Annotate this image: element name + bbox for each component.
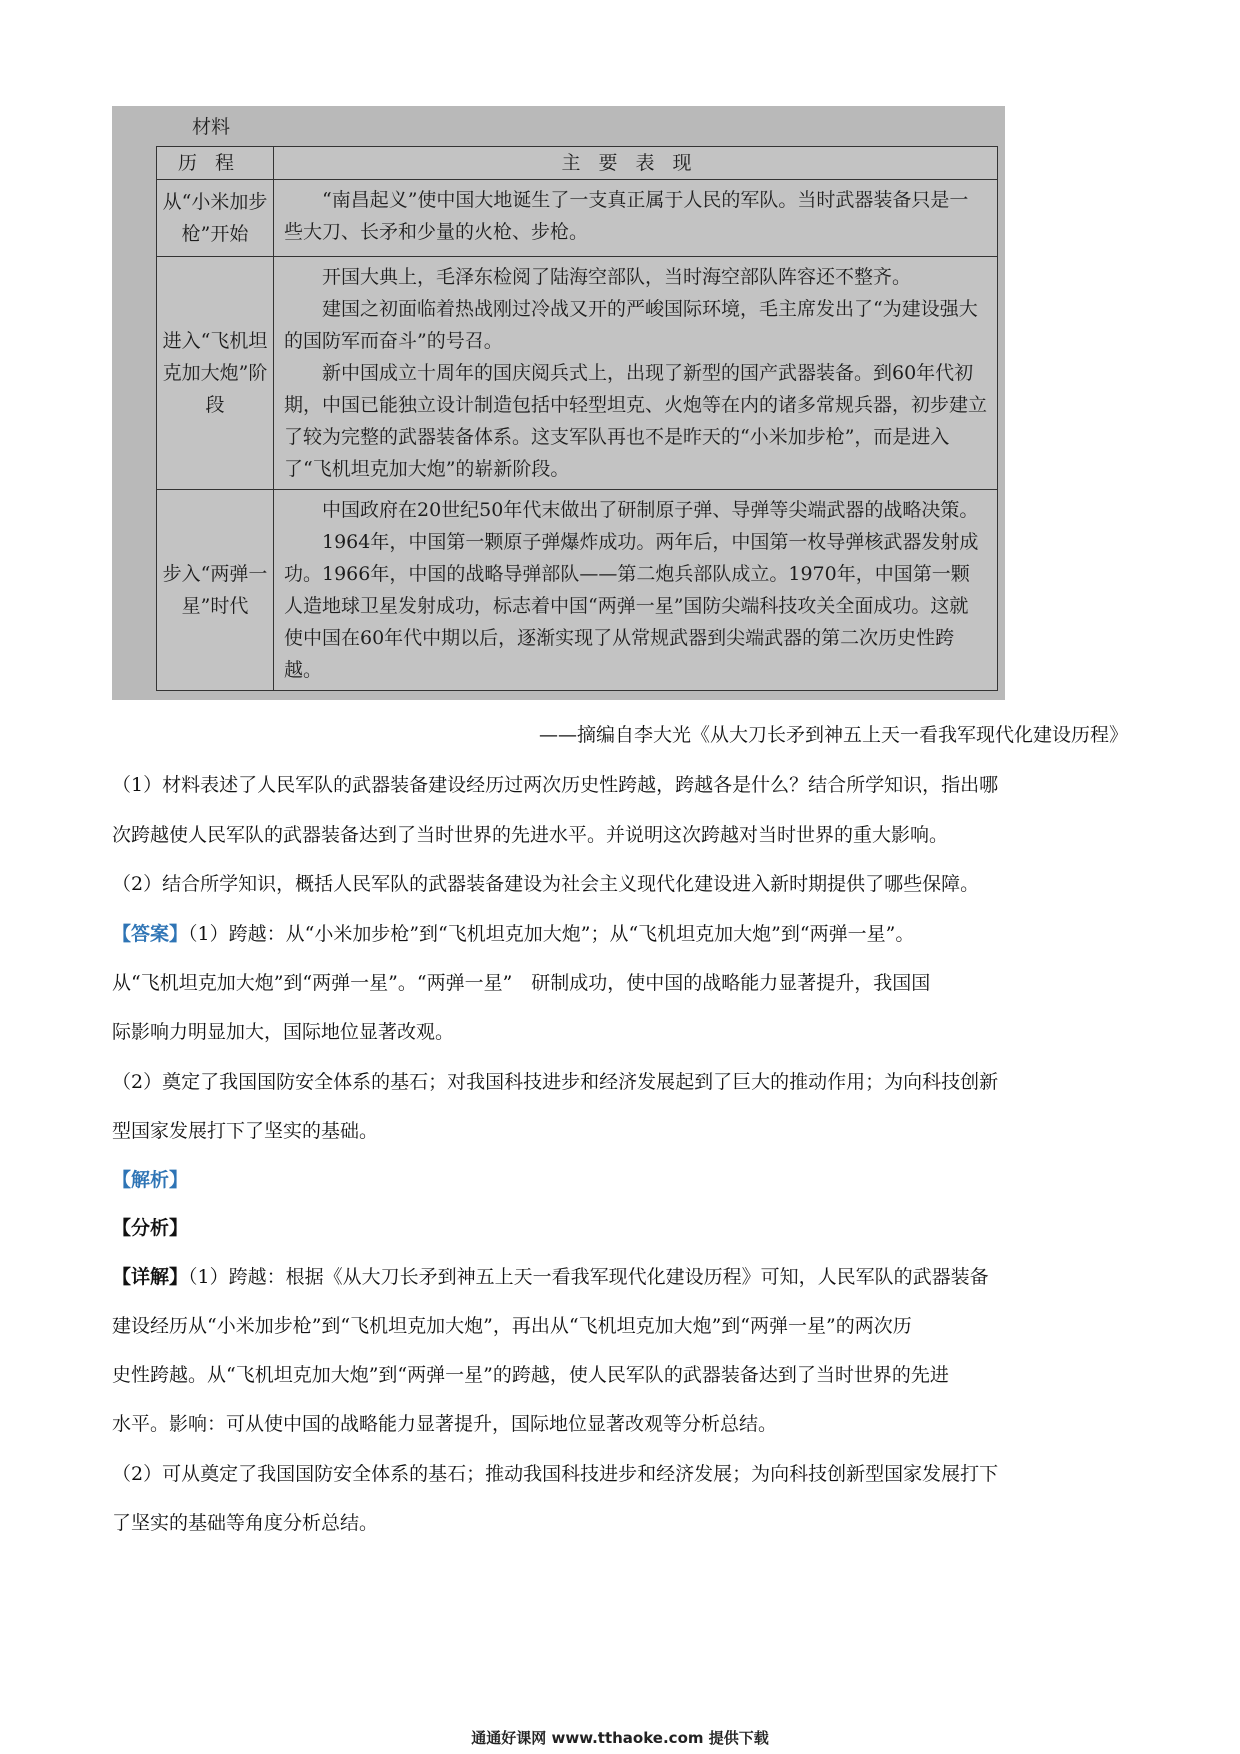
detail-2-line-1: （2）可从奠定了我国国防安全体系的基石；推动我国科技进步和经济发展；为向科技创新型国家发展打下 bbox=[112, 1463, 999, 1485]
detail-2-line-2: 了坚实的基础等角度分析总结。 bbox=[112, 1512, 379, 1534]
stage-cell: 进入“飞机坦克加大炮”阶段 bbox=[157, 257, 274, 490]
answer-2-line-2: 型国家发展打下了坚实的基础。 bbox=[112, 1120, 379, 1142]
detail-1-line-4: 水平。影响：可从使中国的战略能力显著提升，国际地位显著改观等分析总结。 bbox=[112, 1413, 778, 1435]
table-row bbox=[157, 257, 998, 490]
analysis-heading bbox=[112, 1168, 1128, 1192]
answer-2-line-1: （2）奠定了我国国防安全体系的基石；对我国科技进步和经济发展起到了巨大的推动作用；为向科技创新 bbox=[112, 1071, 999, 1093]
table-header-row bbox=[157, 147, 998, 180]
stage-cell: 步入“两弹一星”时代 bbox=[157, 490, 274, 691]
detail-1-line-2: 建设经历从“小米加步枪”到“飞机坦克加大炮”，再出从“飞机坦克加大炮”到“两弹一星”的两次历 bbox=[112, 1315, 912, 1337]
stage-cell: 从“小米加步枪”开始 bbox=[157, 180, 274, 257]
fenxi-tag: 【分析】 bbox=[112, 1217, 189, 1239]
content-paragraph: 新中国成立十周年的国庆阅兵式上，出现了新型的国产武器装备。到60年代初期，中国已能独立设计制造包括中轻型坦克、火炮等在内的诸多常规兵器，初步建立了较为完整的武器装备体系。这支军队再也不是昨天的“小米加步枪”，而是进入了“飞机坦克加大炮”的崭新阶段。 bbox=[284, 362, 988, 480]
answer-tag: 【答案】 bbox=[112, 923, 189, 945]
header-stage: 历程 bbox=[157, 147, 274, 180]
question-2-line-1: （2）结合所学知识，概括人民军队的武器装备建设为社会主义现代化建设进入新时期提供了哪些保障。 bbox=[112, 873, 980, 895]
content-paragraph: “南昌起义”使中国大地诞生了一支真正属于人民的军队。当时武器装备只是一些大刀、长矛和少量的火枪、步枪。 bbox=[284, 189, 969, 243]
table-row bbox=[157, 180, 998, 257]
analysis-tag: 【解析】 bbox=[112, 1169, 189, 1191]
fenxi-heading bbox=[112, 1216, 1128, 1240]
content-cell bbox=[274, 180, 998, 257]
header-content: 主要表现 bbox=[274, 147, 998, 180]
answer-1-line-1 bbox=[112, 922, 1128, 946]
material-table bbox=[156, 146, 998, 691]
citation: ——摘编自李大光《从大刀长矛到神五上天一看我军现代化建设历程》 bbox=[538, 724, 1128, 746]
detail-1-line-1 bbox=[112, 1265, 1128, 1289]
content-paragraph: 中国政府在20世纪50年代末做出了研制原子弹、导弹等尖端武器的战略决策。 bbox=[322, 499, 979, 521]
content-paragraph: 开国大典上，毛泽东检阅了陆海空部队，当时海空部队阵容还不整齐。 bbox=[322, 266, 912, 288]
answer-text: （1）跨越：从“小米加步枪”到“飞机坦克加大炮”；从“飞机坦克加大炮”到“两弹一星”。 bbox=[188, 923, 915, 945]
content-paragraph: 1964年，中国第一颗原子弹爆炸成功。两年后，中国第一枚导弹核武器发射成功。1966年，中国的战略导弹部队——第二炮兵部队成立。1970年，中国第一颗人造地球卫星发射成功，标志着中国“两弹一星”国防尖端科技攻关全面成功。这就使中国在60年代中期以后，逐渐实现了从常规武器到尖端武器的第二次历史性跨越。 bbox=[284, 531, 979, 681]
question-1-line-2: 次跨越使人民军队的武器装备达到了当时世界的先进水平。并说明这次跨越对当时世界的重大影响。 bbox=[112, 824, 949, 846]
material-label: 材料 bbox=[192, 116, 231, 138]
table-row bbox=[157, 490, 998, 691]
detail-1-line-3: 史性跨越。从“飞机坦克加大炮”到“两弹一星”的跨越，使人民军队的武器装备达到了当时世界的先进 bbox=[112, 1364, 949, 1386]
detail-text: （1）跨越：根据《从大刀长矛到神五上天一看我军现代化建设历程》可知，人民军队的武器装备 bbox=[188, 1266, 989, 1288]
question-1-line-1: （1）材料表述了人民军队的武器装备建设经历过两次历史性跨越，跨越各是什么？结合所学知识，指出哪 bbox=[112, 774, 999, 796]
footer-credit: 通通好课网 www.tthaoke.com 提供下载 bbox=[471, 1729, 769, 1747]
detail-tag: 【详解】 bbox=[112, 1266, 189, 1288]
answer-1-line-2: 从“飞机坦克加大炮”到“两弹一星”。“两弹一星” 研制成功，使中国的战略能力显著提升，我国国 bbox=[112, 972, 931, 994]
content-cell bbox=[274, 257, 998, 490]
content-cell bbox=[274, 490, 998, 691]
material-photo bbox=[112, 106, 1005, 700]
content-paragraph: 建国之初面临着热战刚过冷战又开的严峻国际环境，毛主席发出了“为建设强大的国防军而奋斗”的号召。 bbox=[284, 298, 978, 352]
answer-1-line-3: 际影响力明显加大，国际地位显著改观。 bbox=[112, 1021, 455, 1043]
